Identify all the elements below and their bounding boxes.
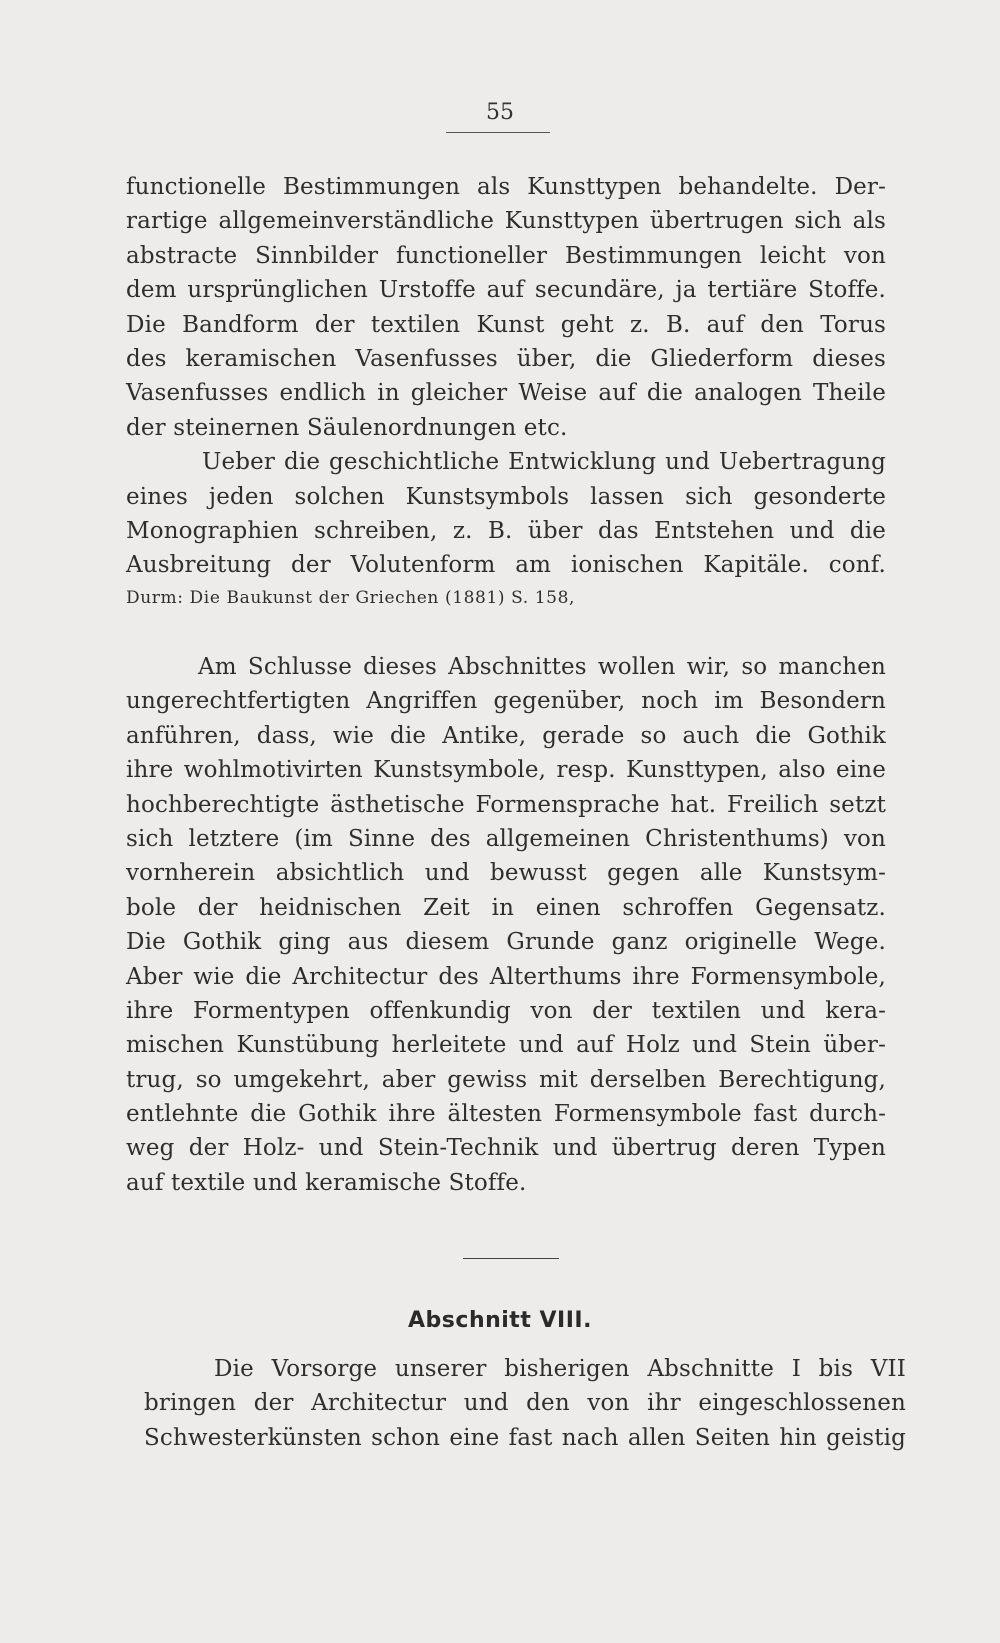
text-line: rartige allgemeinverständliche Kunsttypen übertrugen sich als	[126, 208, 886, 235]
text-line: weg der Holz- und Stein-Technik und übertrug deren Typen	[126, 1135, 886, 1162]
paragraph-block-top	[126, 170, 886, 613]
text-line: des keramischen Vasenfusses über, die Gliederform dieses	[126, 345, 886, 372]
text-line: Am Schlusse dieses Abschnittes wollen wir, so manchen	[198, 654, 886, 680]
text-line: der steinernen Säulenordnungen etc.	[126, 414, 568, 441]
text-line: Ueber die geschichtliche Entwicklung und Uebertragung	[202, 449, 886, 476]
paragraph-block-middle	[126, 650, 886, 1200]
text-line: Schwesterkünsten schon eine fast nach allen Seiten hin geistig	[144, 1424, 906, 1451]
header-rule	[446, 132, 550, 133]
text-line: anführen, dass, wie die Antike, gerade so auch die Gothik	[126, 722, 886, 749]
paragraph-block-bottom	[144, 1352, 906, 1455]
text-line: dem ursprünglichen Urstoffe auf secundäre, ja tertiäre Stoffe.	[126, 277, 886, 304]
text-line: Die Bandform der textilen Kunst geht z. B. auf den Torus	[126, 311, 886, 338]
text-line: sich letztere (im Sinne des allgemeinen Christenthums) von	[126, 825, 886, 852]
text-line: functionelle Bestimmungen als Kunsttypen behandelte. Der-	[126, 174, 886, 200]
text-line: ihre wohlmotivirten Kunstsymbole, resp. Kunsttypen, also eine	[126, 757, 886, 784]
text-line: Aber wie die Architectur des Alterthums ihre Formensymbole,	[126, 963, 886, 990]
text-line: trug, so umgekehrt, aber gewiss mit derselben Berechtigung,	[126, 1066, 886, 1093]
text-line: Ausbreitung der Volutenform am ionischen Kapitäle. conf.	[126, 552, 886, 579]
text-line: ungerechtfertigten Angriffen gegenüber, noch im Besondern	[126, 688, 886, 715]
text-line: abstracte Sinnbilder functioneller Bestimmungen leicht von	[126, 242, 886, 269]
text-line: Vasenfusses endlich in gleicher Weise auf die analogen Theile	[126, 380, 886, 407]
text-line: bole der heidnischen Zeit in einen schroffen Gegensatz.	[126, 894, 886, 921]
text-line: ihre Formentypen offenkundig von der textilen und kera-	[126, 997, 886, 1024]
text-line: hochberechtigte ästhetische Formensprache hat. Freilich setzt	[126, 791, 886, 818]
text-line: Die Gothik ging aus diesem Grunde ganz originelle Wege.	[126, 929, 886, 956]
text-line: auf textile und keramische Stoffe.	[126, 1169, 527, 1196]
text-line: mischen Kunstübung herleitete und auf Holz und Stein über-	[126, 1032, 886, 1059]
section-divider	[463, 1258, 559, 1259]
page-number: 55	[486, 100, 514, 125]
text-line: vornherein absichtlich und bewusst gegen alle Kunstsym-	[126, 860, 886, 887]
section-heading: Abschnitt VIII.	[408, 1308, 592, 1333]
citation-line: Durm: Die Baukunst der Griechen (1881) S. 158,	[126, 587, 576, 608]
text-line: eines jeden solchen Kunstsymbols lassen sich gesonderte	[126, 483, 886, 510]
text-line: Monographien schreiben, z. B. über das Entstehen und die	[126, 517, 886, 544]
text-line: Die Vorsorge unserer bisherigen Abschnitte I bis VII	[214, 1356, 906, 1382]
text-line: entlehnte die Gothik ihre ältesten Formensymbole fast durch-	[126, 1101, 886, 1128]
text-line: bringen der Architectur und den von ihr eingeschlossenen	[144, 1390, 906, 1417]
